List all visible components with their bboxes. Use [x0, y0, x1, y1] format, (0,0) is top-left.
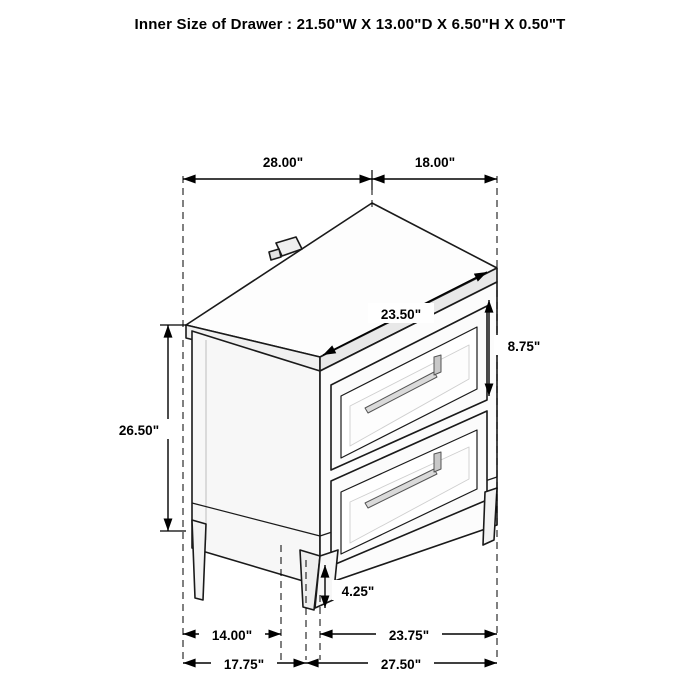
left-side-panel: [192, 331, 320, 586]
label-top-depth: 18.00": [414, 155, 456, 170]
nightstand-body: [186, 203, 497, 610]
label-base-width: 17.75": [223, 657, 265, 672]
label-diagonal-depth: 23.50": [380, 307, 422, 322]
label-overall-height: 26.50": [118, 423, 160, 438]
label-leg-span-front: 14.00": [211, 628, 253, 643]
label-side-depth: 23.75": [388, 628, 430, 643]
label-leg-height: 4.25": [341, 584, 375, 599]
label-drawer-height: 8.75": [507, 339, 541, 354]
label-base-depth: 27.50": [380, 657, 422, 672]
page-title: Inner Size of Drawer : 21.50"W X 13.00"D X 6.50"H X 0.50"T: [134, 16, 566, 33]
label-top-width: 28.00": [262, 155, 304, 170]
